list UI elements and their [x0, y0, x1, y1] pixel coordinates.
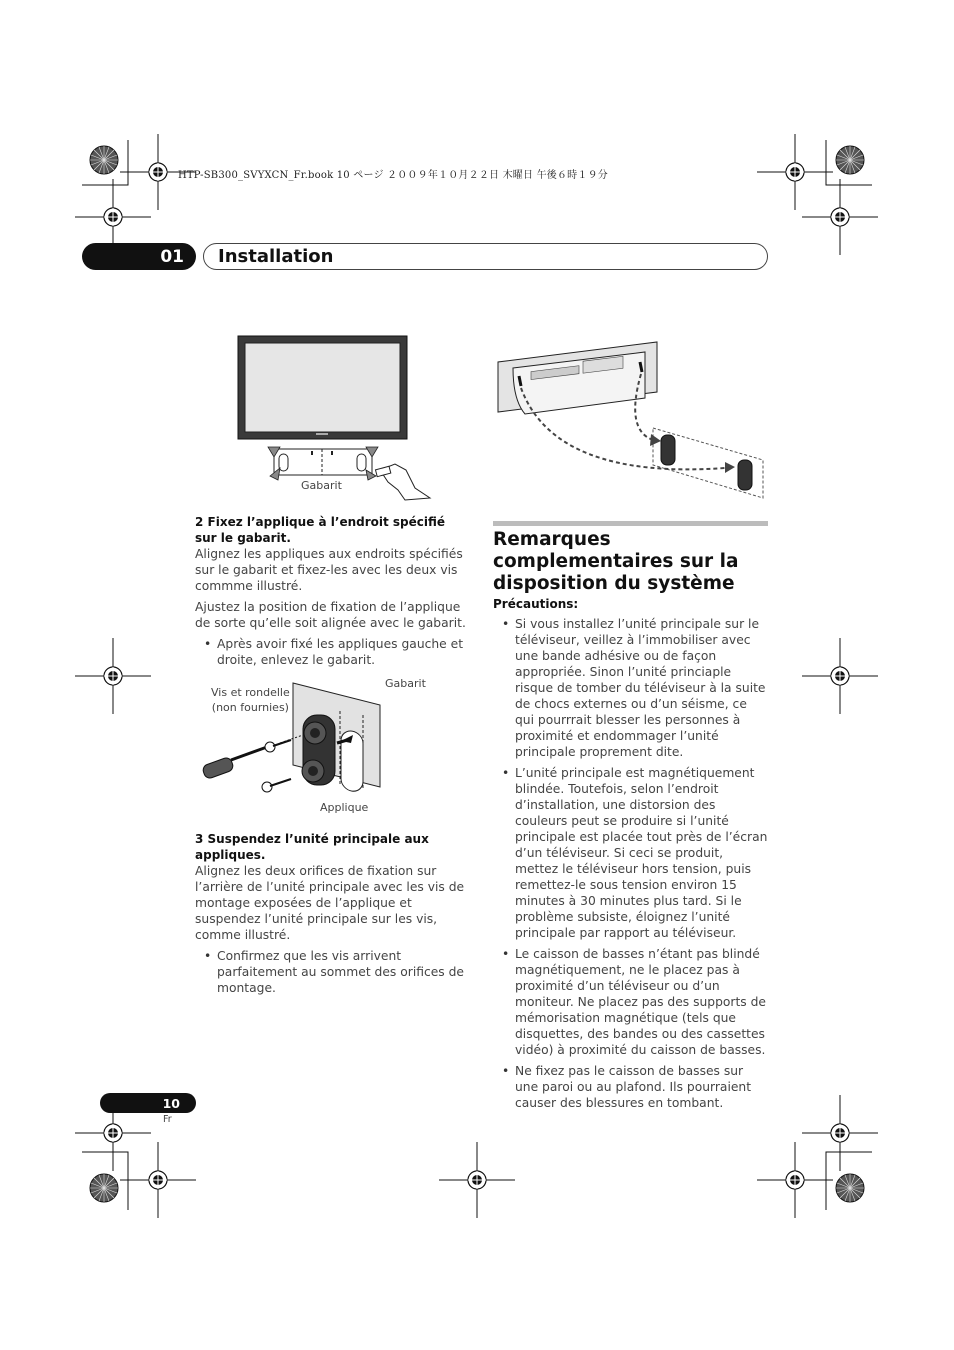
precaution-bullet: • Ne fixez pas le caisson de basses sur une paroi ou au plafond. Ils pourraient causer des blessures en tombant. — [493, 1063, 768, 1111]
step2 — [195, 514, 470, 673]
page-number: 10 — [100, 1093, 196, 1113]
step2-body — [195, 546, 470, 668]
fig2-label-template: Gabarit — [385, 677, 426, 690]
precaution-bullet: • Le caisson de basses n’étant pas blindé magnétiquement, ne le placez pas à proximité d’un téléviseur ou d’un moniteur. Ne placez pas des supports de mémorisation magnétique (tels que disquettes, des bandes ou des cassettes vidéo) à proximité du caisson de basses. — [493, 946, 768, 1058]
precaution-bullet: • L’unité principale est magnétiquement blindée. Toutefois, selon l’endroit d’installation, une distorsion des couleurs peut se produire si l’unité principale est placée tout près de l’écran d’un téléviseur. Si ceci se produit, mettez le téléviseur hors tension, puis remettez-le sous tension environ 15 minutes à 30 minutes plus tard. Si le problème subsiste, éloignez l’unité principale par rapport au téléviseur. — [493, 765, 768, 941]
step3 — [195, 831, 470, 1001]
step2-paragraph: Alignez les appliques aux endroits spécifiés sur le gabarit et fixez-les avec les deux vis commme illustré. — [195, 547, 463, 593]
step2-bullet: • Après avoir fixé les appliques gauche et droite, enlevez le gabarit. — [195, 636, 470, 668]
hanging-unit-illustration — [495, 340, 770, 505]
fig1-label-template: Gabarit — [301, 479, 342, 492]
chapter-title: Installation — [218, 246, 334, 267]
section-body — [493, 616, 768, 1111]
print-header: HTP-SB300_SVYXCN_Fr.book 10 ページ ２００９年１０月２２日 木曜日 午後６時１９分 — [178, 170, 608, 181]
fig2-label-screws — [211, 685, 290, 715]
chapter-header — [203, 243, 768, 270]
step2-paragraph: Ajustez la position de fixation de l’applique de sorte qu’elle soit alignée avec le gabarit. — [195, 600, 466, 630]
page-language: Fr — [163, 1114, 172, 1125]
section — [493, 529, 768, 1116]
precaution-bullet: • Si vous installez l’unité principale sur le téléviseur, veillez à l’immobiliser avec une bande adhésive ou de façon appropriée. Sinon l’unité princiaple risque de tomber du téléviseur à la suite de chocs externes ou d’un séisme, ce qui pourrrait blesser les personnes à proximité et endommager l’unité principale proprement dite. — [493, 616, 768, 760]
step3-paragraph: Alignez les deux orifices de fixation sur l’arrière de l’unité principale avec les vis de montage exposées de l’applique et suspendez l’unité principale sur les vis, comme illustré. — [195, 864, 465, 942]
section-title: Remarques complementaires sur la disposition du système — [493, 529, 739, 594]
step3-body — [195, 863, 470, 996]
fig2-label-screws-line: (non fournies) — [211, 701, 289, 714]
section-rule — [493, 521, 768, 526]
step3-bullet: • Confirmez que les vis arrivent parfaitement au sommet des orifices de montage. — [195, 948, 470, 996]
step3-heading: 3 Suspendez l’unité principale aux appliques. — [195, 832, 429, 862]
fig2-label-screws-line: Vis et rondelle — [211, 686, 290, 699]
section-subheading: Précautions: — [493, 597, 579, 611]
fig2-label-bracket: Applique — [320, 801, 369, 814]
chapter-number: 01 — [82, 243, 196, 270]
step2-heading: 2 Fixez l’applique à l’endroit spécifié sur le gabarit. — [195, 515, 446, 545]
